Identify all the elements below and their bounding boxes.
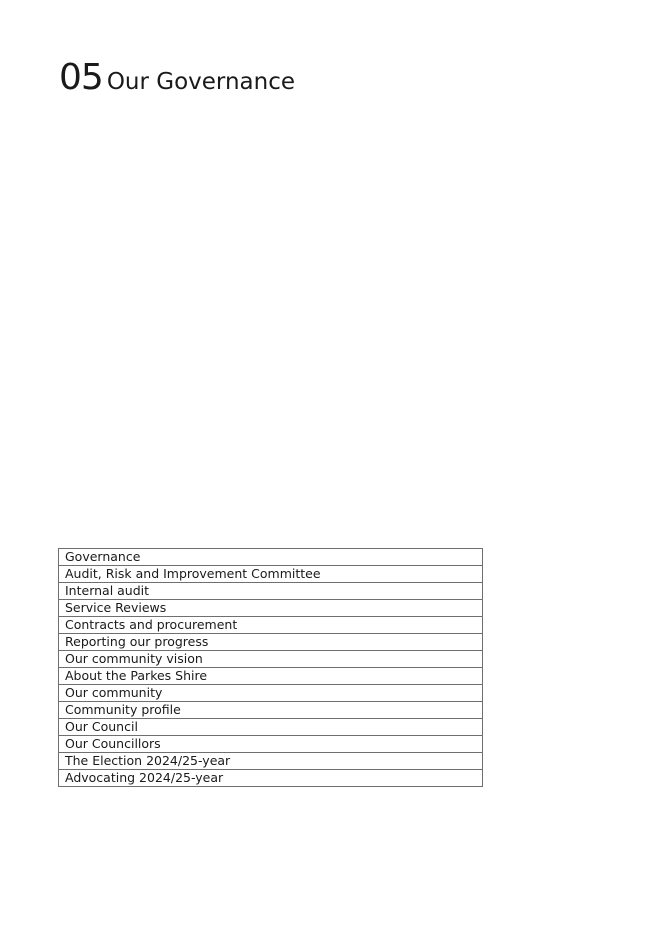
table-row <box>59 753 483 770</box>
contents-item-about-parkes-shire[interactable]: About the Parkes Shire <box>59 668 483 685</box>
section-heading <box>59 57 296 98</box>
contents-item-our-community[interactable]: Our community <box>59 685 483 702</box>
table-row <box>59 736 483 753</box>
section-number: 05 <box>59 57 103 98</box>
table-row <box>59 685 483 702</box>
contents-item-governance[interactable]: Governance <box>59 549 483 566</box>
table-row <box>59 668 483 685</box>
contents-item-reporting-progress[interactable]: Reporting our progress <box>59 634 483 651</box>
section-title: Our Governance <box>106 69 296 95</box>
table-row <box>59 583 483 600</box>
table-row <box>59 651 483 668</box>
table-row <box>59 719 483 736</box>
section-contents-table <box>58 548 483 787</box>
contents-item-contracts-procurement[interactable]: Contracts and procurement <box>59 617 483 634</box>
table-row <box>59 617 483 634</box>
contents-item-community-profile[interactable]: Community profile <box>59 702 483 719</box>
table-row <box>59 770 483 787</box>
contents-item-our-council[interactable]: Our Council <box>59 719 483 736</box>
contents-item-community-vision[interactable]: Our community vision <box>59 651 483 668</box>
contents-item-internal-audit[interactable]: Internal audit <box>59 583 483 600</box>
table-row <box>59 600 483 617</box>
table-row <box>59 549 483 566</box>
contents-item-advocating[interactable]: Advocating 2024/25-year <box>59 770 483 787</box>
contents-item-election[interactable]: The Election 2024/25-year <box>59 753 483 770</box>
table-row <box>59 702 483 719</box>
table-row <box>59 634 483 651</box>
table-row <box>59 566 483 583</box>
contents-item-audit-risk-committee[interactable]: Audit, Risk and Improvement Committee <box>59 566 483 583</box>
contents-item-service-reviews[interactable]: Service Reviews <box>59 600 483 617</box>
contents-item-our-councillors[interactable]: Our Councillors <box>59 736 483 753</box>
